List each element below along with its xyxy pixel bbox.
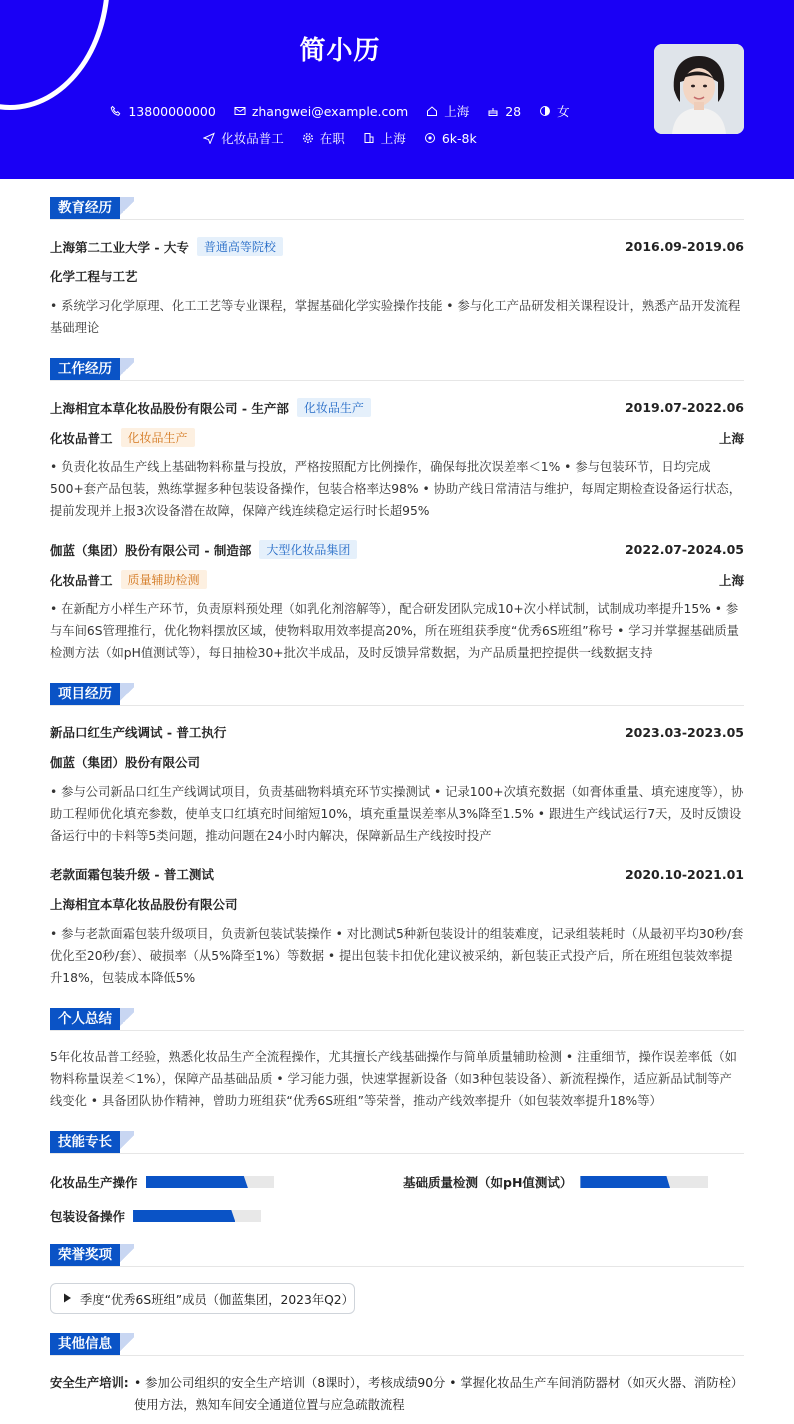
age-text: 28 [505,103,522,119]
award-text: 季度“优秀6S班组”成员（伽蓝集团，2023年Q2） [80,1292,354,1307]
contact-row-1 [0,102,680,120]
project-2-org-row [50,895,744,913]
salary-item [424,129,477,147]
project-name: 老款面霜包装升级 - 普工测试 [50,867,214,882]
city-item [363,129,406,147]
project-date: 2020.10-2021.01 [624,866,744,882]
section-title-summary: 个人总结 [50,1008,134,1030]
school-tag: 普通高等院校 [197,237,283,256]
work-1-role-row [50,428,744,447]
project-1-header [50,723,744,741]
divider [50,1153,744,1154]
divider [50,380,744,381]
work-city: 上海 [718,430,744,446]
work-date: 2019.07-2022.06 [624,400,744,415]
skill-name: 化妆品生产操作 [50,1175,138,1190]
send-icon [203,132,215,144]
work-1-desc: • 负责化妆品生产线上基础物料称量与投放，严格按照配方比例操作，确保每批次误差率＜1% • 参与包装环节，日均完成500+套产品包装，熟练掌握多种包装设备操作，包装合格率达98% • 协助产线日常清洁与维护，每周定期检查设备运行状态，提前发现并上报3次设备潜在故障，保障产线连续稳定运行时长超95% [50,460,742,518]
skill-item [50,1207,261,1225]
section-title-other: 其他信息 [50,1333,134,1355]
project-org: 伽蓝（集团）股份有限公司 [50,755,201,770]
divider [50,1355,744,1356]
phone-text: 13800000000 [128,103,216,119]
skill-bar-fill [146,1176,248,1188]
phone-item [110,102,215,120]
work-1-header [50,398,744,417]
skill-bar [580,1176,708,1188]
skill-item [403,1173,708,1191]
skill-item [50,1173,274,1191]
triangle-right-icon [63,1292,72,1306]
location-text: 上海 [444,104,470,119]
gender-text: 女 [557,104,570,119]
building-icon [363,132,375,144]
school-name: 上海第二工业大学 - 大专 [50,239,189,255]
education-major: 化学工程与工艺 [50,269,138,284]
work-2-header [50,540,744,559]
position-item [203,129,284,147]
skill-bar [146,1176,274,1188]
age-item [487,102,521,120]
gear-icon [302,132,314,144]
project-2-desc: • 参与老款面霜包装升级项目，负责新包装试装操作 • 对比测试5种新包装设计的组装难度，记录组装耗时（从最初平均30秒/套优化至20秒/套）、破损率（从5%降至1%）等数据 • 提出包装卡扣优化建议被采纳，新包装正式投产后，所在班组包装效率提升18%，包装成本降低5% [50,927,744,985]
skill-bar-fill [580,1176,670,1188]
project-1-desc: • 参与公司新品口红生产线调试项目，负责基础物料填充环节实操测试 • 记录100+次填充数据（如膏体重量、填充速度等），协助工程师优化填充参数，使单支口红填充时间缩短10%，填充重量误差率从3%降至1.5% • 跟进生产线试运行7天，及时反馈设备运行中的卡料等5类问题，推动问题在24小时内解决，保障新品生产线按时投产 [50,785,744,843]
work-company-tag: 化妆品生产 [297,398,371,417]
location-item [426,102,469,120]
gender-item [539,102,570,120]
salary-text: 6k-8k [441,130,477,146]
work-role-tag: 化妆品生产 [121,428,195,447]
work-role: 化妆品普工 [50,430,113,446]
work-company-tag: 大型化妆品集团 [259,540,357,559]
avatar [654,44,744,134]
skill-name: 基础质量检测（如pH值测试） [403,1175,573,1190]
mail-icon [234,105,246,117]
section-title-project: 项目经历 [50,683,134,705]
position-text: 化妆品普工 [221,131,284,146]
skill-name: 包装设备操作 [50,1209,126,1224]
skill-bar [133,1210,261,1222]
education-header [50,237,744,256]
work-date: 2022.07-2024.05 [624,542,744,557]
gender-icon [539,105,551,117]
city-text: 上海 [380,131,406,146]
education-desc: • 系统学习化学原理、化工工艺等专业课程，掌握基础化学实验操作技能 • 参与化工产品研发相关课程设计，熟悉产品开发流程基础理论 [50,299,741,335]
work-city: 上海 [718,572,744,588]
resume-header [0,0,794,179]
work-company: 伽蓝（集团）股份有限公司 - 制造部 [50,542,252,558]
other-info-value: • 参加公司组织的安全生产培训（8课时），考核成绩90分 • 掌握化妆品生产车间消防器材（如灭火器、消防栓）使用方法，熟知车间安全通道位置与应急疏散流程 [134,1376,744,1412]
email-item [234,102,408,120]
project-name: 新品口红生产线调试 - 普工执行 [50,725,227,740]
award-item[interactable] [50,1283,355,1314]
project-org: 上海相宜本草化妆品股份有限公司 [50,897,238,912]
section-title-awards: 荣誉奖项 [50,1244,134,1266]
work-role: 化妆品普工 [50,572,113,588]
divider [50,219,744,220]
divider [50,1266,744,1267]
work-2-role-row [50,570,744,589]
work-company: 上海相宜本草化妆品股份有限公司 - 生产部 [50,400,289,416]
home-icon [426,105,438,117]
divider [50,705,744,706]
other-info-row [50,1372,744,1416]
cake-icon [487,105,499,117]
contact-row-2 [0,129,680,147]
section-title-education: 教育经历 [50,197,134,219]
summary-text: 5年化妆品普工经验，熟悉化妆品生产全流程操作，尤其擅长产线基础操作与简单质量辅助检测 • 注重细节，操作误差率低（如物料称量误差＜1%），保障产品基础品质 • 学习能力强，快速掌握新设备（如3种包装设备）、新流程操作，适应新品试制等产线变化 • 具备团队协作精神，曾助力班组获“优秀6S班组”等荣誉，推动产线效率提升（如包装效率提升18%等） [50,1050,737,1108]
project-2-header [50,865,744,883]
candidate-name: 简小历 [299,36,381,66]
status-text: 在职 [319,131,345,146]
status-item [302,129,345,147]
divider [50,1030,744,1031]
project-date: 2023.03-2023.05 [624,724,744,740]
skill-bar-fill [133,1210,235,1222]
education-date: 2016.09-2019.06 [624,239,744,254]
work-2-desc: • 在新配方小样生产环节，负责原料预处理（如乳化剂溶解等），配合研发团队完成10+次小样试制，试制成功率提升15% • 参与车间6S管理推行，优化物料摆放区域，使物料取用效率提高20%，所在班组获季度“优秀6S班组”称号 • 学习并掌握基础质量检测方法（如pH值测试等），每日抽检30+批次半成品，及时反馈异常数据，为产品质量把控提供一线数据支持 [50,602,739,660]
target-icon [424,132,436,144]
email-text: zhangwei@example.com [251,103,409,119]
work-role-tag: 质量辅助检测 [121,570,207,589]
project-1-org-row [50,753,744,771]
section-title-work: 工作经历 [50,358,134,380]
other-info-key: 安全生产培训: [50,1376,129,1390]
section-title-skills: 技能专长 [50,1131,134,1153]
education-major-row [50,267,744,285]
phone-icon [110,105,122,117]
